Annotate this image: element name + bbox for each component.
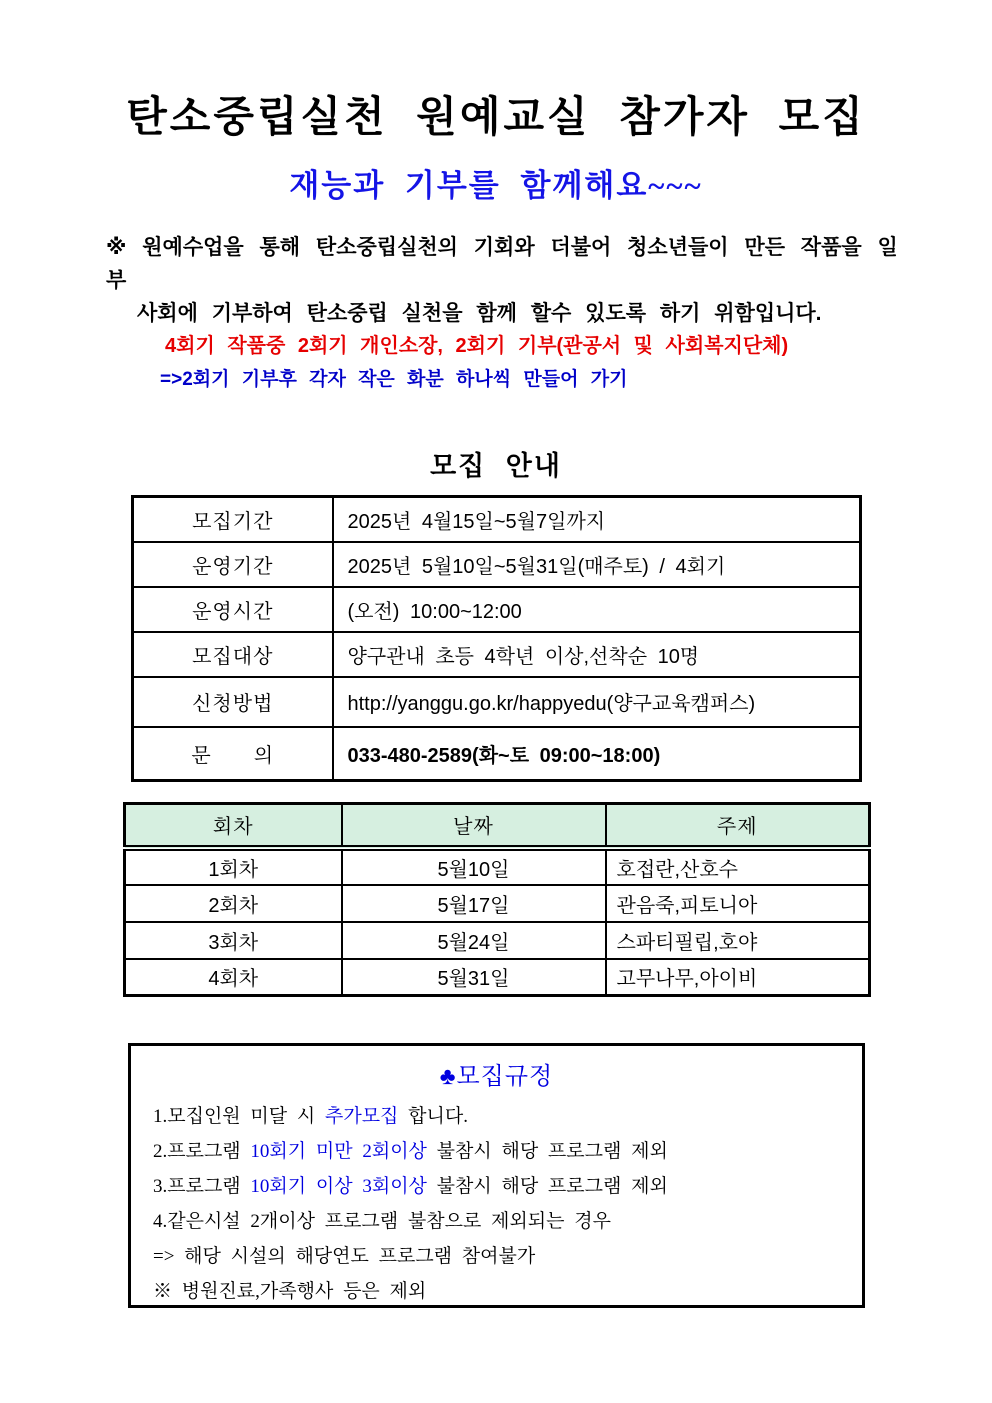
- rule-note-red: => 해당 시설의 해당연도 프로그램 참여불가: [153, 1246, 536, 1267]
- schedule-header-session: 회차: [125, 804, 342, 848]
- intro-line-1: ※ 원예수업을 통해 탄소중립실천의 기회와 더불어 청소년들이 만든 작품을 일부: [106, 236, 898, 292]
- schedule-header-row: [125, 804, 870, 848]
- rule-highlight: 10회기 미만 2회이상: [250, 1141, 427, 1162]
- rule-note-blue: ※ 병원진료,가족행사 등은 제외: [153, 1281, 427, 1302]
- rule-highlight: 10회기 이상 3회이상: [250, 1176, 427, 1197]
- rule-item-3: [153, 1169, 840, 1204]
- table-row: [133, 497, 861, 542]
- rules-box: [128, 1043, 865, 1308]
- rule-text: 1.모집인원 미달 시: [153, 1106, 325, 1127]
- schedule-header-date: 날짜: [342, 804, 606, 848]
- table-row: [133, 587, 861, 632]
- rule-text: 불참시 해당 프로그램 제외: [426, 1176, 668, 1197]
- rule-item-4: [153, 1204, 840, 1239]
- info-row-value: 양구관내 초등 4학년 이상,선착순 10명: [333, 632, 861, 677]
- rule-item-2: [153, 1134, 840, 1169]
- table-row: [125, 848, 870, 885]
- schedule-cell-topic: 스파티필립,호야: [606, 922, 870, 959]
- info-row-label: 모집대상: [133, 632, 333, 677]
- info-row-value: 2025년 4월15일~5월7일까지: [333, 497, 861, 542]
- schedule-cell-date: 5월17일: [342, 885, 606, 922]
- info-row-label: 문 의: [133, 727, 333, 781]
- document-title: 탄소중립실천 원예교실 참가자 모집: [126, 93, 866, 140]
- info-row-label: 운영시간: [133, 587, 333, 632]
- rule-text: 합니다.: [398, 1106, 468, 1127]
- schedule-cell-topic: 호접란,산호수: [606, 848, 870, 885]
- table-row: [133, 632, 861, 677]
- intro-note-blue: =>2회기 기부후 각자 작은 화분 하나씩 만들어 가기: [160, 369, 628, 390]
- intro-section: [0, 231, 992, 396]
- table-row: [133, 727, 861, 781]
- table-row: [125, 885, 870, 922]
- schedule-cell-date: 5월10일: [342, 848, 606, 885]
- rule-text: 3.프로그램: [153, 1176, 251, 1197]
- table-row: [133, 542, 861, 587]
- intro-line-2: 사회에 기부하여 탄소중립 실천을 함께 할수 있도록 하기 위함입니다.: [137, 302, 822, 325]
- info-row-value: (오전) 10:00~12:00: [333, 587, 861, 632]
- info-table: [131, 495, 862, 782]
- schedule-cell-topic: 관음죽,피토니아: [606, 885, 870, 922]
- info-row-label: 모집기간: [133, 497, 333, 542]
- table-row: [125, 959, 870, 996]
- schedule-cell-date: 5월24일: [342, 922, 606, 959]
- table-row: [133, 677, 861, 727]
- schedule-cell-date: 5월31일: [342, 959, 606, 996]
- section-title-recruit-info: 모집 안내: [430, 451, 562, 481]
- rule-item-1: [153, 1099, 840, 1134]
- rules-title: ♣모집규정: [439, 1064, 554, 1090]
- info-row-value-phone: 033-480-2589(화~토 09:00~18:00): [333, 727, 861, 781]
- info-row-value-url: http://yanggu.go.kr/happyedu(양구교육캠퍼스): [333, 677, 861, 727]
- document-subtitle: 재능과 기부를 함께해요~~~: [289, 168, 703, 203]
- schedule-cell-session: 4회차: [125, 959, 342, 996]
- schedule-table: [123, 802, 871, 997]
- schedule-cell-topic: 고무나무,아이비: [606, 959, 870, 996]
- info-row-label: 운영기간: [133, 542, 333, 587]
- rule-highlight: 추가모집: [324, 1106, 399, 1127]
- info-row-value: 2025년 5월10일~5월31일(매주토) / 4회기: [333, 542, 861, 587]
- table-row: [125, 922, 870, 959]
- schedule-cell-session: 3회차: [125, 922, 342, 959]
- rule-text: 4.같은시설 2개이상 프로그램 불참으로 제외되는 경우: [153, 1211, 611, 1232]
- rule-text: 불참시 해당 프로그램 제외: [426, 1141, 668, 1162]
- rule-text: 2.프로그램: [153, 1141, 251, 1162]
- schedule-cell-session: 2회차: [125, 885, 342, 922]
- schedule-header-topic: 주제: [606, 804, 870, 848]
- info-row-label: 신청방법: [133, 677, 333, 727]
- intro-note-red: 4회기 작품중 2회기 개인소장, 2회기 기부(관공서 및 사회복지단체): [165, 335, 789, 357]
- schedule-cell-session: 1회차: [125, 848, 342, 885]
